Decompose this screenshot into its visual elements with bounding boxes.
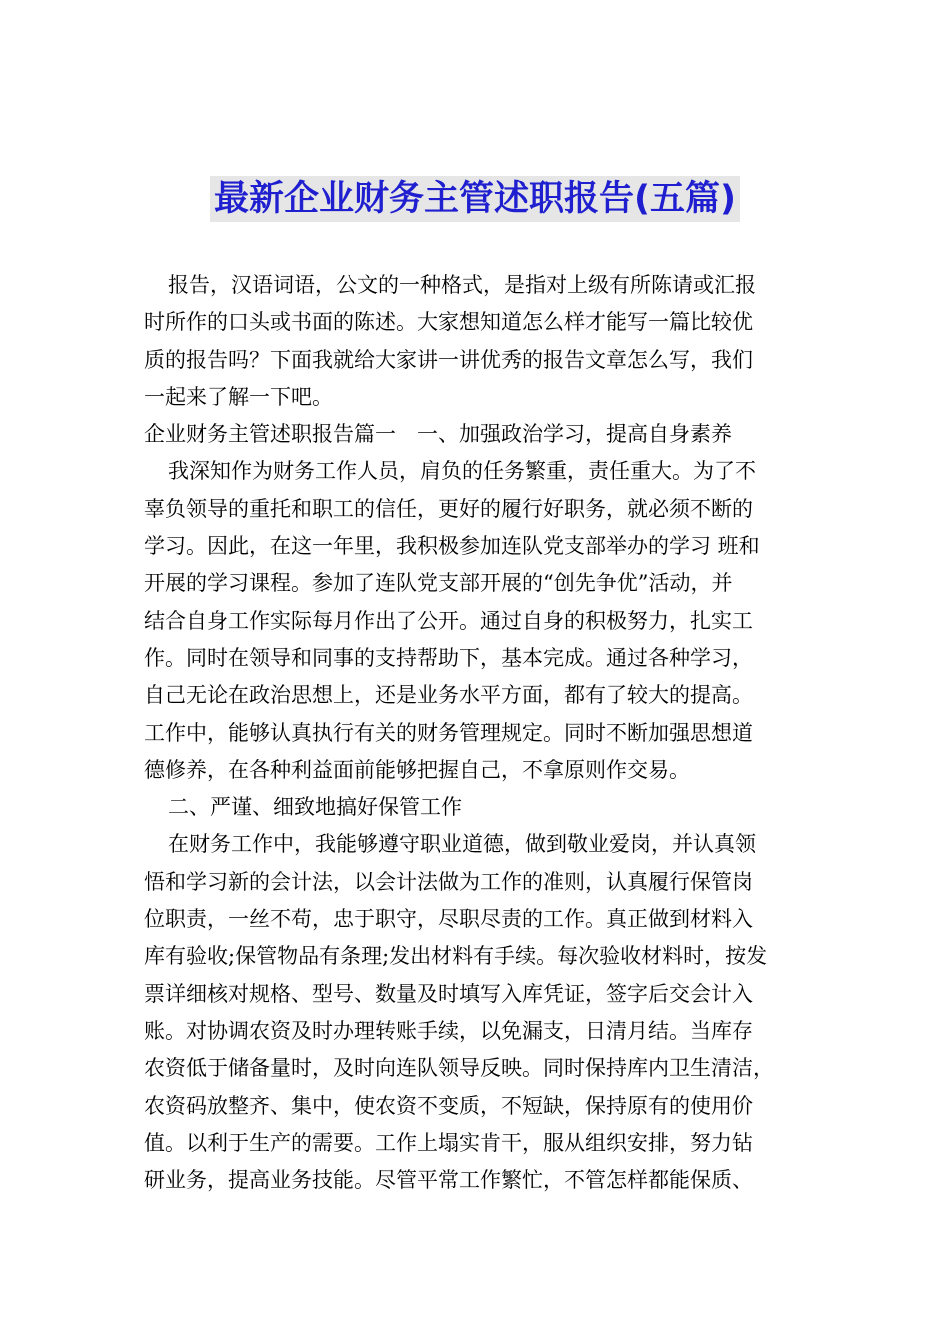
paragraph-line: 农资低于储备量时，及时向连队领导反映。同时保持库内卫生清洁， [144, 1056, 774, 1081]
paragraph-line: 德修养，在各种利益面前能够把握自己，不拿原则作交易。 [144, 757, 690, 782]
paragraph-line: 结合自身工作实际每月作出了公开。通过自身的积极努力，扎实工 [144, 608, 753, 633]
paragraph-line: 我深知作为财务工作人员，肩负的任务繁重，责任重大。为了不 [168, 459, 756, 484]
paragraph-line: 账。对协调农资及时办理转账手续，以免漏支，日清月结。当库存 [144, 1018, 753, 1043]
paragraph-line: 质的报告吗？下面我就给大家讲一讲优秀的报告文章怎么写，我们 [144, 347, 753, 372]
paragraph-line: 学习。因此，在这一年里，我积极参加连队党支部举办的学习 班和 [144, 534, 760, 559]
paragraph-line: 票详细核对规格、型号、数量及时填写入库凭证，签字后交会计入 [144, 981, 753, 1006]
paragraph-line: 农资码放整齐、集中，使农资不变质，不短缺，保持原有的使用价 [144, 1093, 753, 1118]
section-heading: 二、严谨、细致地搞好保管工作 [168, 795, 462, 820]
document-title: 最新企业财务主管述职报告(五篇) [210, 176, 740, 222]
section-heading: 企业财务主管述职报告篇一 一、加强政治学习，提高自身素养 [144, 422, 732, 447]
paragraph-line: 研业务，提高业务技能。尽管平常工作繁忙，不管怎样都能保质、 [144, 1168, 753, 1193]
paragraph-line: 悟和学习新的会计法，以会计法做为工作的准则，认真履行保管岗 [144, 869, 753, 894]
paragraph-line: 在财务工作中，我能够遵守职业道德，做到敬业爱岗，并认真领 [168, 832, 756, 857]
paragraph-line: 一起来了解一下吧。 [144, 384, 333, 409]
paragraph-line: 时所作的口头或书面的陈述。大家想知道怎么样才能写一篇比较优 [144, 310, 753, 335]
paragraph-line: 值。以利于生产的需要。工作上塌实肯干，服从组织安排，努力钻 [144, 1130, 753, 1155]
paragraph-line: 辜负领导的重托和职工的信任，更好的履行好职务，就必须不断的 [144, 496, 753, 521]
paragraph-line: 位职责，一丝不苟，忠于职守，尽职尽责的工作。真正做到材料入 [144, 907, 753, 932]
paragraph-line: 自己无论在政治思想上，还是业务水平方面，都有了较大的提高。 [144, 683, 753, 708]
document-body [144, 267, 824, 1199]
paragraph-line: 工作中，能够认真执行有关的财务管理规定。同时不断加强思想道 [144, 720, 753, 745]
paragraph-line: 报告，汉语词语，公文的一种格式，是指对上级有所陈请或汇报 [168, 273, 756, 297]
paragraph-line: 库有验收;保管物品有条理;发出材料有手续。每次验收材料时，按发 [144, 944, 768, 969]
paragraph-line: 作。同时在领导和同事的支持帮助下，基本完成。通过各种学习， [144, 645, 753, 670]
paragraph-line: 开展的学习课程。参加了连队党支部开展的“创先争优”活动，并 [144, 571, 733, 596]
title-wrap [0, 176, 950, 222]
